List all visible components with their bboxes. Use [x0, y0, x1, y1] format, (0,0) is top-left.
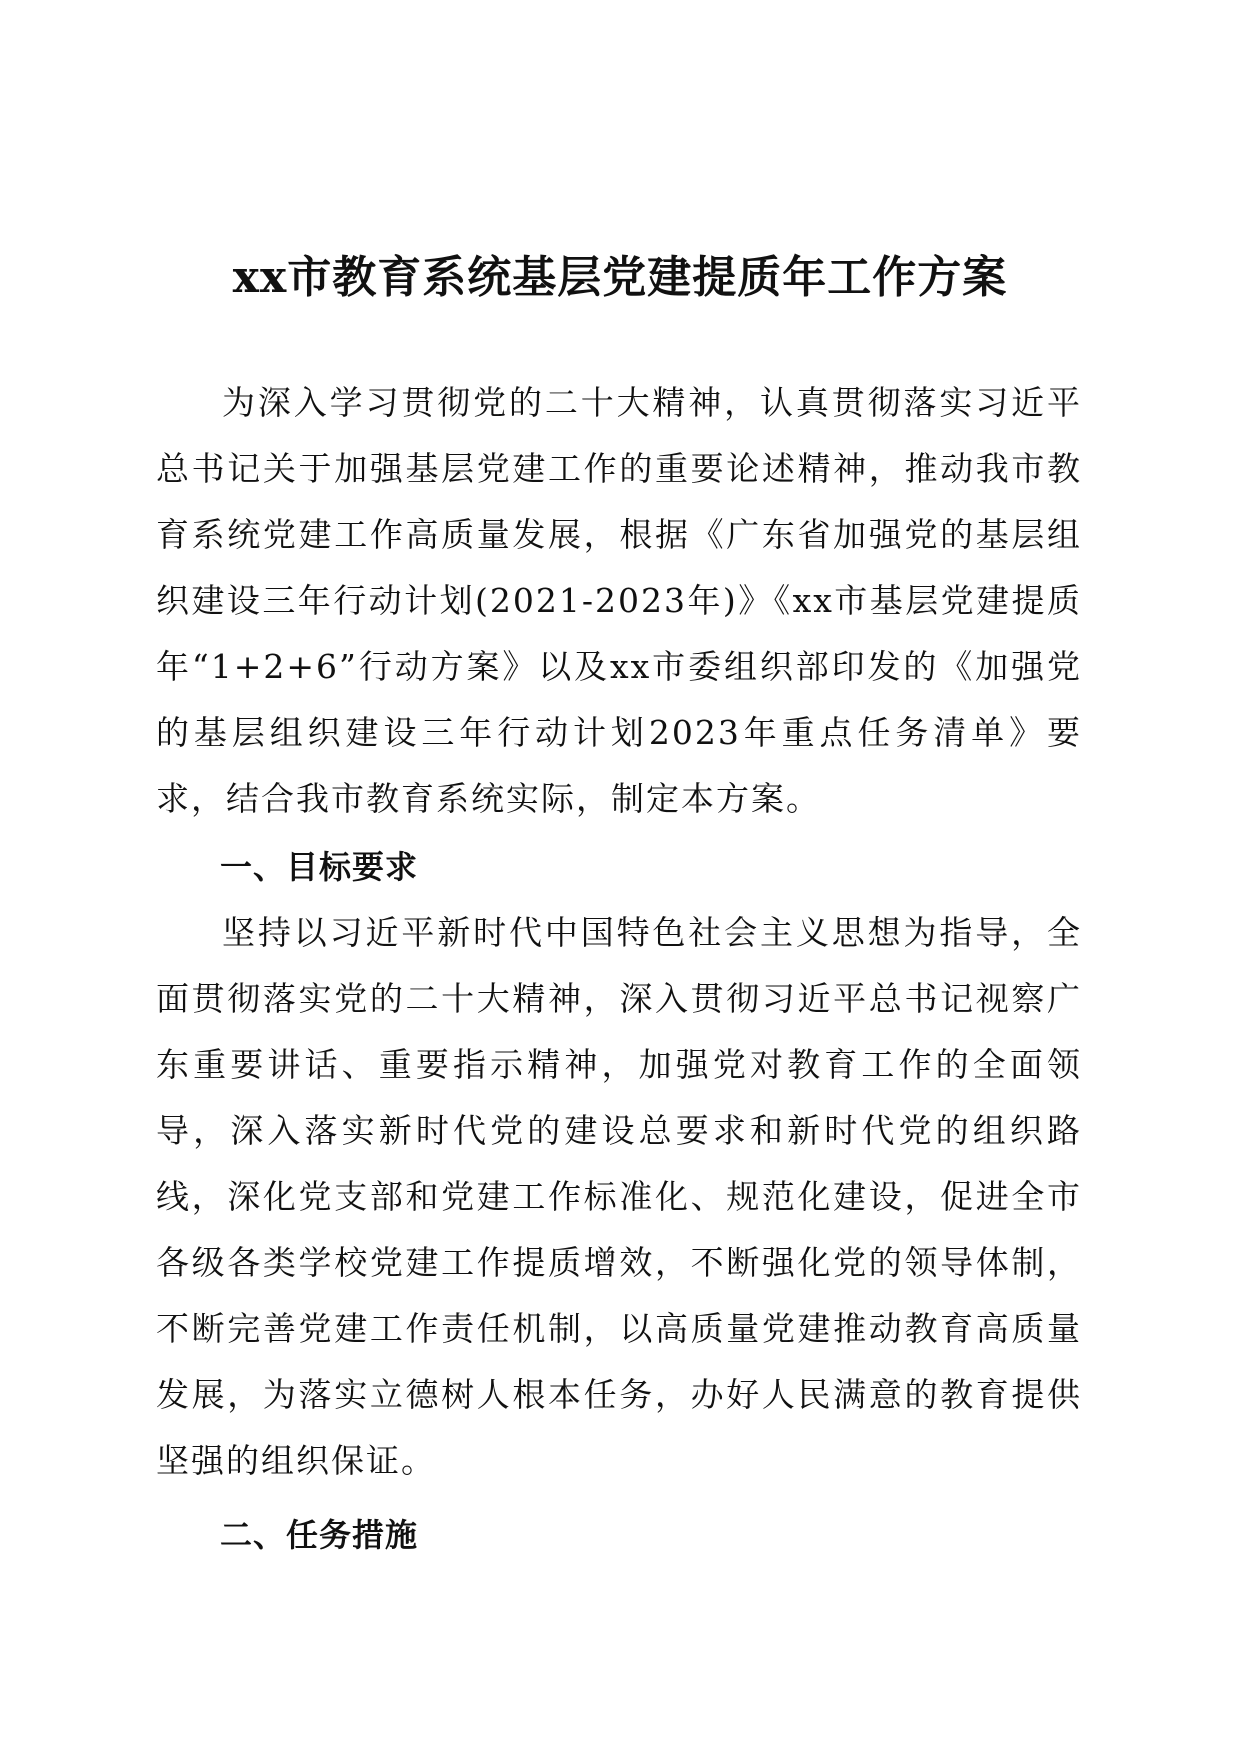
section-heading-tasks: 二、任务措施	[220, 1516, 419, 1554]
document-title: xx市教育系统基层党建提质年工作方案	[232, 252, 1008, 303]
document-body	[156, 370, 1082, 1568]
section-heading-goals: 一、目标要求	[220, 848, 419, 886]
intro-paragraph: 为深入学习贯彻党的二十大精神，认真贯彻落实习近平总书记关于加强基层党建工作的重要论述精神，推动我市教育系统党建工作高质量发展，根据《广东省加强党的基层组织建设三年行动计划(2021-2023年)》《xx市基层党建提质年“1+2+6”行动方案》以及xx市委组织部印发的《加强党的基层组织建设三年行动计划2023年重点任务清单》要求，结合我市教育系统实际，制定本方案。	[156, 383, 1082, 818]
section-paragraph-goals: 坚持以习近平新时代中国特色社会主义思想为指导，全面贯彻落实党的二十大精神，深入贯彻习近平总书记视察广东重要讲话、重要指示精神，加强党对教育工作的全面领导，深入落实新时代党的建设总要求和新时代党的组织路线，深化党支部和党建工作标准化、规范化建设，促进全市各级各类学校党建工作提质增效，不断强化党的领导体制，不断完善党建工作责任机制，以高质量党建推动教育高质量发展，为落实立德树人根本任务，办好人民满意的教育提供坚强的组织保证。	[156, 913, 1082, 1480]
